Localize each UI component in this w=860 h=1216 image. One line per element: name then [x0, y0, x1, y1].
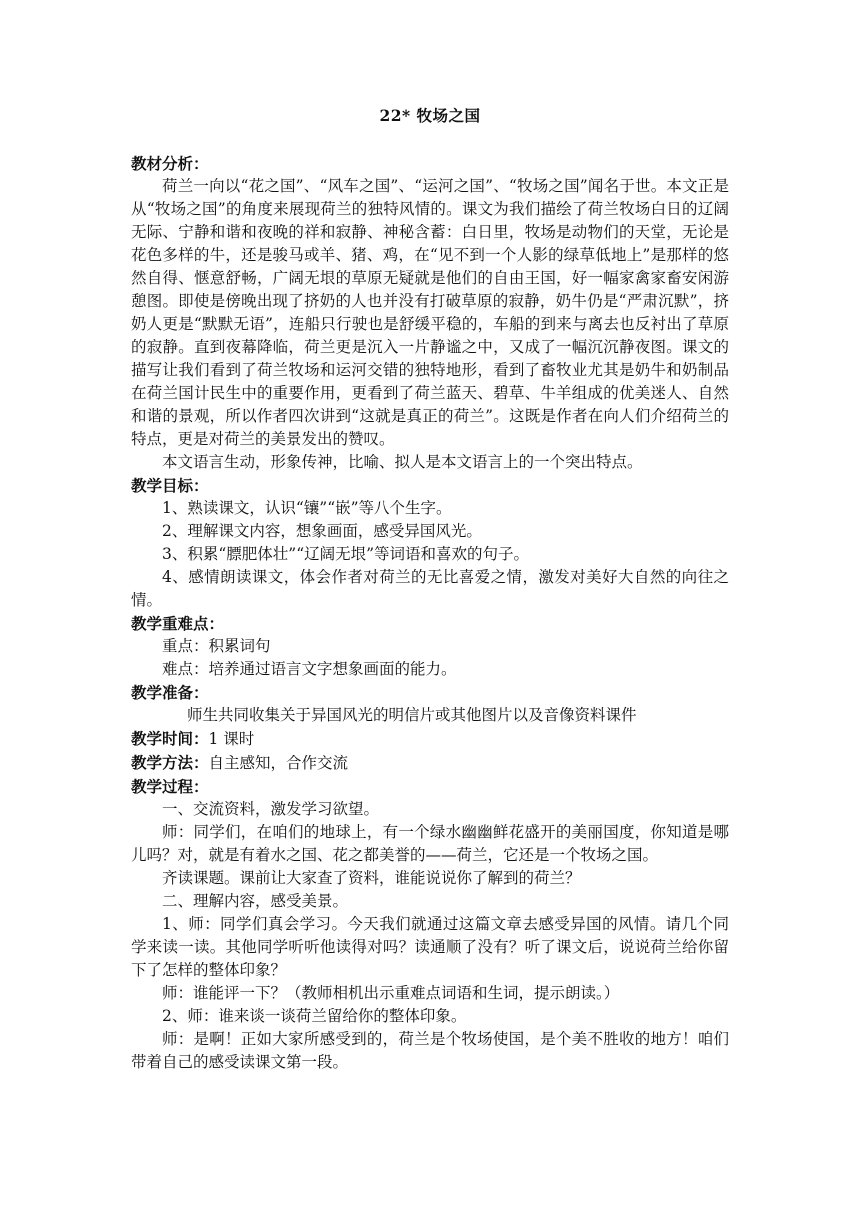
- process-paragraph: 一、交流资料，激发学习欲望。: [162, 800, 380, 818]
- process-paragraph: 齐读课题。课前让大家查了资料，谁能说说你了解到的荷兰？: [162, 869, 581, 887]
- process-paragraph: 师：谁能评一下？（教师相机出示重难点词语和生词，提示朗读。）: [162, 984, 620, 1002]
- process-paragraph: 师：同学们，在咱们的地球上，有一个绿水幽幽鲜花盛开的美丽国度，你知道是哪儿吗？对，就是有着水之国、花之都美誉的——荷兰，它还是一个牧场之国。: [131, 823, 729, 864]
- key-point: 重点：积累词句: [162, 637, 271, 655]
- goal-item: 4、感情朗读课文，体会作者对荷兰的无比喜爱之情，激发对美好大自然的向往之情。: [131, 568, 729, 609]
- teaching-method-label: 教学方法：: [131, 753, 209, 772]
- teaching-method-value: 自主感知，合作交流: [208, 754, 349, 772]
- analysis-paragraph-1: 荷兰一向以“花之国”、“风车之国”、“运河之国”、“牧场之国”闻名于世。本文正是从“牧场之国”的角度来展现荷兰的独特风情的。课文为我们描绘了荷兰牧场白日的辽阔无际、宁静和谐和夜晚的祥和寂静、神秘含蓄：白日里，牧场是动物们的天堂，无论是花色多样的牛，还是骏马或羊、猪、鸡，在“见不到一个人影的绿草低地上”是那样的悠然自得、惬意舒畅，广阔无垠的草原无疑就是他们的自由王国，好一幅家禽家畜安闲游憩图。即使是傍晚出现了挤奶的人也并没有打破草原的寂静，奶牛仍是“严肃沉默”，挤奶人更是“默默无语”，连船只行驶也是舒缓平稳的，车船的到来与离去也反衬出了草原的寂静。直到夜幕降临，荷兰更是沉入一片静谧之中，又成了一幅沉沉静夜图。课文的描写让我们看到了荷兰牧场和运河交错的独特地形，看到了畜牧业尤其是奶牛和奶制品在荷兰国计民生中的重要作用，更看到了荷兰蓝天、碧草、牛羊组成的优美迷人、自然和谐的景观，所以作者四次讲到“这就是真正的荷兰”。这既是作者在向人们介绍荷兰的特点，更是对荷兰的美景发出的赞叹。: [131, 177, 729, 448]
- analysis-paragraph-2: 本文语言生动，形象传神，比喻、拟人是本文语言上的一个突出特点。: [162, 453, 643, 471]
- key-points-heading: 教学重难点：: [131, 614, 225, 633]
- process-heading: 教学过程：: [131, 777, 209, 796]
- goals-heading: 教学目标：: [131, 476, 209, 495]
- document-title: 22* 牧场之国: [379, 106, 481, 125]
- teaching-time: [131, 727, 729, 751]
- goal-item: 3、积累“膘肥体壮”“辽阔无垠”等词语和喜欢的句子。: [162, 545, 530, 563]
- teaching-time-value: 1 课时: [208, 730, 255, 748]
- process-paragraph: 二、理解内容，感受美景。: [162, 892, 349, 910]
- preparation-text: 师生共同收集关于异国风光的明信片或其他图片以及音像资料课件: [187, 706, 637, 724]
- goal-item: 1、熟读课文，认识“镶”“嵌”等八个生字。: [162, 499, 452, 517]
- teaching-time-label: 教学时间：: [131, 729, 209, 748]
- teaching-method: [131, 751, 729, 775]
- process-paragraph: 2、师：谁来谈一谈荷兰留给你的整体印象。: [162, 1007, 467, 1025]
- process-paragraph: 师：是啊！正如大家所感受到的，荷兰是个牧场使国，是个美不胜收的地方！咱们带着自己的感受读课文第一段。: [131, 1030, 729, 1071]
- difficult-point: 难点：培养通过语言文字想象画面的能力。: [162, 660, 457, 678]
- goal-item: 2、理解课文内容，想象画面，感受异国风光。: [162, 522, 482, 540]
- preparation-heading: 教学准备：: [131, 683, 209, 702]
- document-page: [131, 104, 729, 1074]
- process-paragraph: 1、师：同学们真会学习。今天我们就通过这篇文章去感受异国的风情。请几个同学来读一读。其他同学听听他读得对吗？读通顺了没有？听了课文后，说说荷兰给你留下了怎样的整体印象？: [131, 915, 729, 979]
- analysis-heading: 教材分析：: [131, 154, 209, 173]
